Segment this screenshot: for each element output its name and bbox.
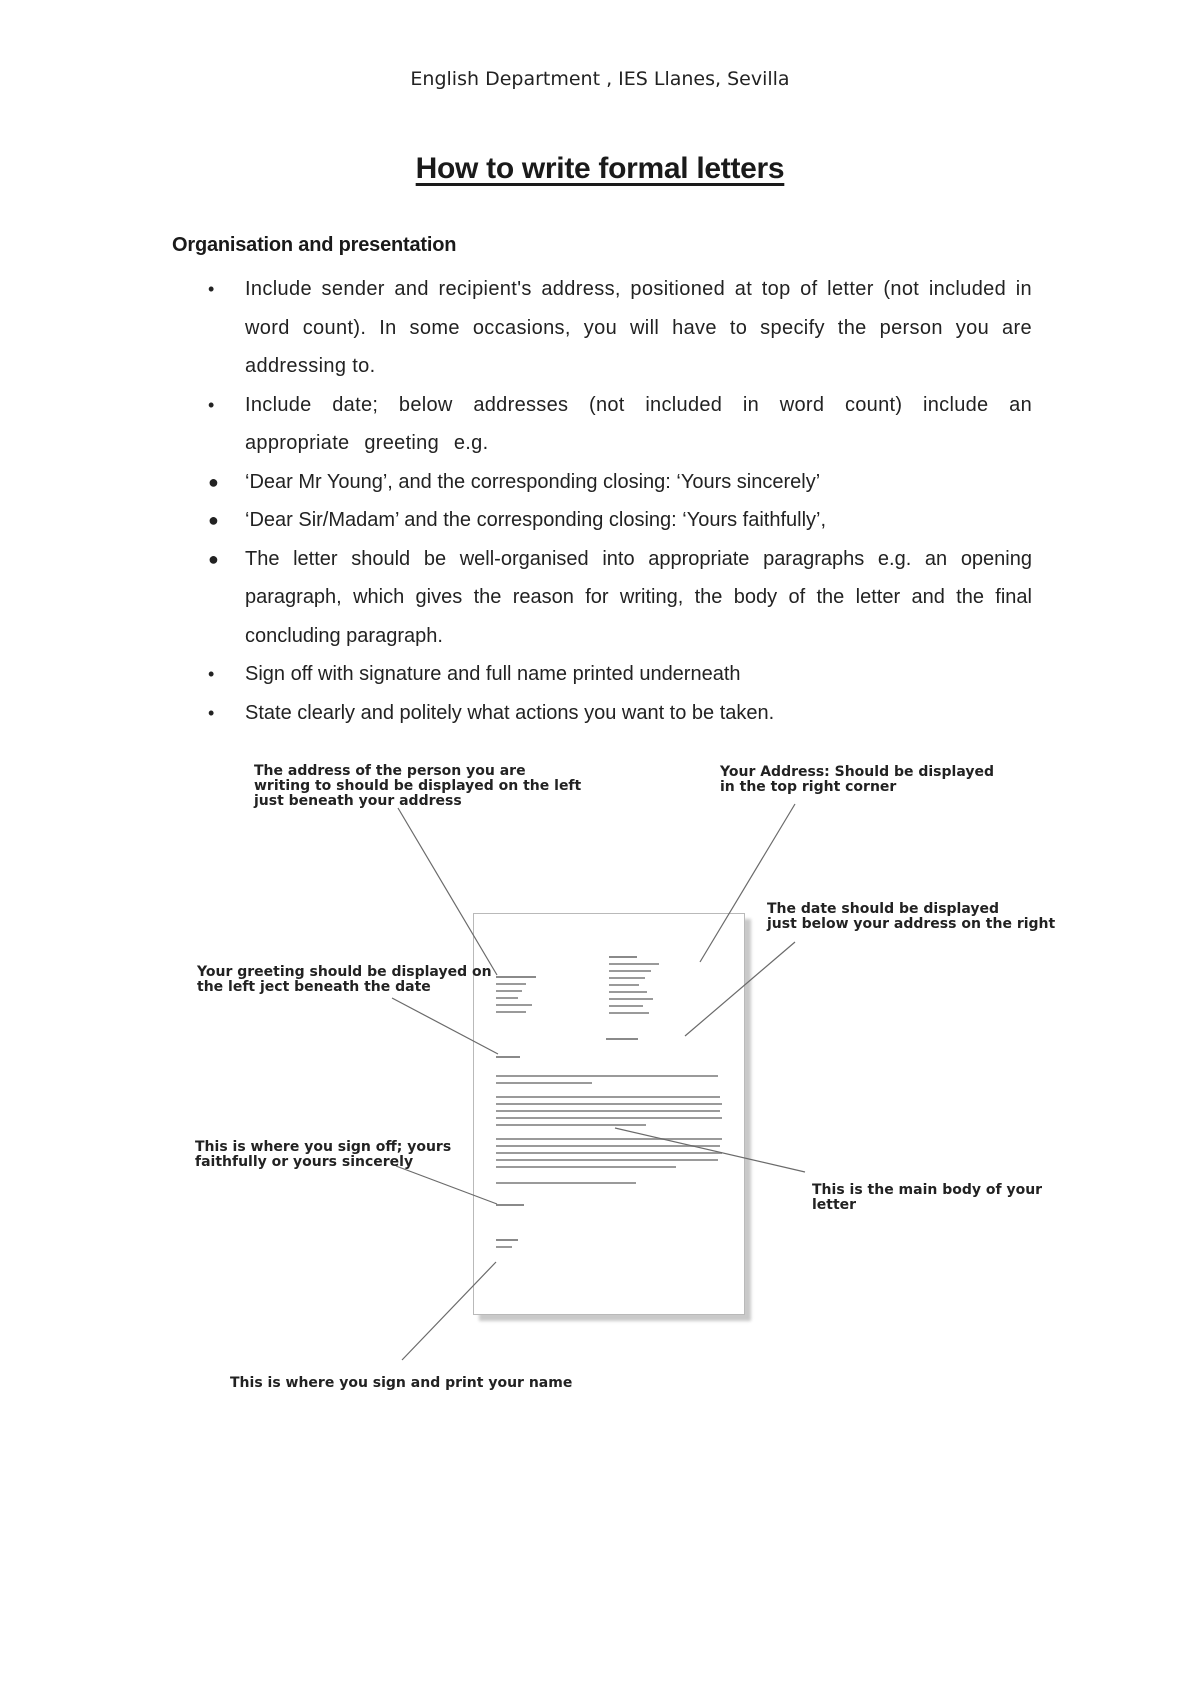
list-item-text: Include date; below addresses (not included in word count) include an appropriate greeting e.g.	[245, 393, 1032, 454]
bullet-icon: ●	[208, 510, 219, 530]
list-item	[172, 501, 1032, 540]
list-item	[172, 540, 1032, 656]
list-item	[172, 655, 1032, 694]
page-header: English Department , IES Llanes, Sevilla	[410, 68, 790, 90]
callout-main-body: This is the main body of your letter	[812, 1182, 1043, 1213]
callout-signature: This is where you sign and print your name	[230, 1375, 573, 1391]
callout-date: The date should be displayed just below your address on the right	[767, 901, 1056, 932]
bullet-icon: •	[208, 702, 215, 723]
document-title: How to write formal letters	[415, 152, 785, 185]
bullet-list	[172, 270, 1032, 732]
bullet-icon: •	[208, 394, 215, 415]
callout-your-address: Your Address: Should be displayed in the top right corner	[720, 764, 994, 795]
bullet-icon: ●	[208, 548, 219, 569]
list-item	[172, 386, 1032, 463]
callout-sign-off: This is where you sign off; yours faithfully or yours sincerely	[195, 1139, 452, 1170]
list-item	[172, 694, 1032, 733]
list-item-text: Sign off with signature and full name printed underneath	[245, 663, 741, 685]
section-heading: Organisation and presentation	[172, 234, 457, 256]
bullet-icon: •	[208, 664, 215, 684]
callout-greeting: Your greeting should be displayed on the left ject beneath the date	[197, 964, 492, 995]
letter-sheet-illustration	[473, 913, 745, 1315]
list-item-text: State clearly and politely what actions you want to be taken.	[245, 701, 775, 724]
bullet-icon: ●	[208, 471, 219, 492]
list-item-text: The letter should be well-organised into appropriate paragraphs e.g. an opening paragraph, which gives the reason for writing, the body of the letter and the final concluding paragraph.	[245, 547, 1032, 647]
callout-recipient-address: The address of the person you are writing to should be displayed on the left just beneath your address	[254, 763, 582, 809]
list-item	[172, 463, 1032, 502]
bullet-icon: •	[208, 279, 215, 299]
list-item-text: ‘Dear Mr Young’, and the corresponding closing: ‘Yours sincerely’	[245, 470, 821, 493]
list-item	[172, 270, 1032, 386]
list-item-text: Include sender and recipient's address, positioned at top of letter (not included in word count). In some occasions, you will have to specify the person you are addressing to.	[245, 278, 1032, 377]
list-item-text: ‘Dear Sir/Madam’ and the corresponding closing: ‘Yours faithfully’,	[245, 509, 827, 531]
